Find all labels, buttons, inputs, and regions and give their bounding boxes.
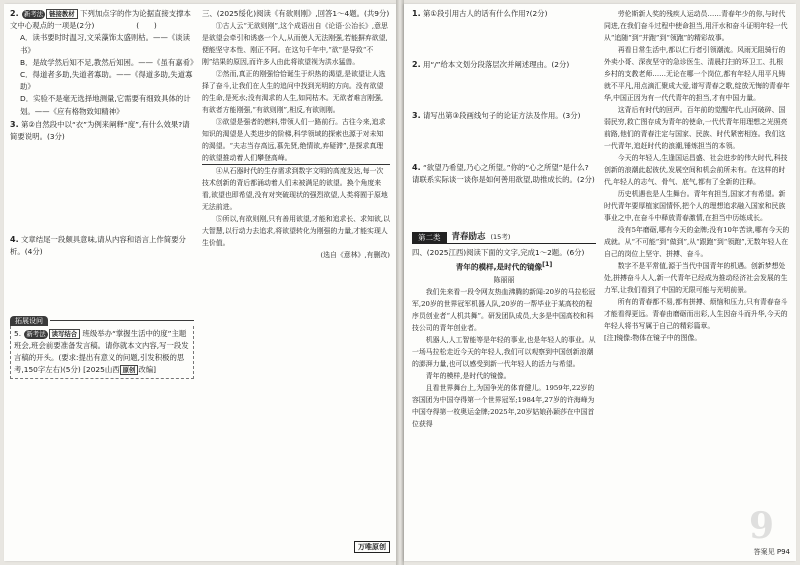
brand-logo: 万唯原创 <box>354 541 390 553</box>
new-method-tag: 新考法 <box>26 329 46 338</box>
article-title <box>412 259 596 274</box>
paragraph-10: 没有5年磨砺,哪有今天的金牌;没有10年苦读,哪有今天的成就。从“不可能”到“做到”,从“跟跑”到“领跑”,无数年轻人在自己的岗位上坚守、拼搏、奋斗。 <box>604 226 790 258</box>
question-text: “欲望乃希望,乃心之所望。”你的“心之所望”是什么?请联系实际谈一谈你是如何善用欲望,助推成长的。(2分) <box>412 162 595 184</box>
paragraph-8: 今天的年轻人,生逢国运昌盛、社会进步的伟大时代,科技创新的浪潮此起彼伏,发展空间和机会前所未有。在这样的时代,年轻人的志气、骨气、底气,都有了全新的注释。 <box>604 154 788 186</box>
paragraph-2: ②然而,真正的刚强恰恰诞生于炽热的渴望,是欲望让人选择了奋斗,让我们在人生的追问中找到光明的方向。没有欲望的生命,是死水;没有渴求的人生,如同枯木。无欲者难言刚强,有欲者方能刚强,“有欲则刚”,相反,有欲则刚。 <box>202 70 386 115</box>
answer-space[interactable] <box>412 72 596 110</box>
right-page <box>404 4 796 561</box>
paragraph-11: 数字不是平常值,源于当代中国青年的机遇。创新梦想处处,拼搏奋斗人人,新一代青年已经成为推动经济社会发展的生力军,让我们看到了中国的无限可能与光明前景。 <box>604 262 788 294</box>
question-number: 1. <box>412 9 421 18</box>
question-4 <box>10 234 194 258</box>
footnote-marker: [1] <box>542 261 553 269</box>
question-number: 3. <box>10 119 19 129</box>
paragraph-7: 这背后有时代的回声。百年前的觉醒年代,山河破碎、国弱民穷,救亡图存成为青年的使命,一代代青年用理想之光照亮前路,他们的青春注定与国家、民族、时代紧密相连。我们这一代青年,追赶时代的浪潮,锤炼担当的本领。 <box>604 106 788 150</box>
paragraph-1: ①古人云“无欲则刚”,这个成语出自《论语·公冶长》,意思是欲望会牵引和诱惑一个人,从而使人无法刚强,若能摒弃欲望,便能坚守本性、刚正不阿。在这句千年中,“欲”是导致“不刚”结果的原因,而许多人由此将欲望视为洪水猛兽。 <box>202 22 388 67</box>
option-d: D．实验不是毫无选择地测量,它需要有细致具体的计划。——《应有格物致知精神》 <box>20 94 191 116</box>
answer-space[interactable] <box>10 196 194 234</box>
question-2 <box>10 8 198 118</box>
question-number: 2. <box>10 9 19 18</box>
section-title: 青春励志 <box>451 232 486 243</box>
question-4 <box>412 162 596 186</box>
paragraph-6: 再看日常生活中,都以仁行者引领潮流。风雨无阻骑行的外卖小哥、深夜坚守的急诊医生、清晨打扫的环卫工、扎根乡村的支教老师……无论在哪一个岗位,都有年轻人用平凡铸就不平凡,用点滴汇聚成大爱,谱写青春之歌,绽放无悔的青春年华,中国正因为有一代代青年的担当,才有中国力量。 <box>604 46 790 102</box>
source-start: [2025山西 <box>83 365 120 375</box>
answer-reference: 答案见 P94 <box>753 548 790 556</box>
extension-content <box>10 326 194 380</box>
page-fold <box>396 0 404 565</box>
right-column-questions <box>412 8 596 430</box>
section-count: (15考) <box>490 233 511 242</box>
answer-paren: ( ) <box>136 21 157 31</box>
question-stem-a: 下列加点字的 <box>80 9 125 18</box>
question-number: 2. <box>412 60 421 70</box>
article-author: 陈丽丽 <box>493 276 515 285</box>
reading-heading: 四、(2025江西)阅读下面的文字,完成1～2题。(6分) <box>412 248 585 258</box>
article-source: (选自《意林》,有删改) <box>320 251 390 260</box>
reading-heading: 三、(2025绥化)阅读《有欲则刚》,回答1～4题。(共9分) <box>202 9 390 18</box>
question-text: 班级举办“掌握生活中的度”主题班会,班会前要准备发言稿。请你就本文内容,写一段发言稿的开头。(要求:提出有意义的问题,引发积极的思考,150字左右)(5分) <box>14 328 189 375</box>
paragraph-2: 机器人,人工智能等是年轻的事业,也是年轻人的事业。从一场马拉松走近今天的年轻人,我们可以观察到中国创新浪潮的澎湃力量,也可以感受到新一代年轻人的活力与希望。 <box>412 336 596 369</box>
question-text: 用“/”给本文划分段落层次并阐述理由。(2分) <box>422 60 570 70</box>
section-header <box>412 231 596 244</box>
left-page <box>4 4 396 561</box>
original-tag: 原创 <box>120 365 139 375</box>
option-c: C．得道者多助,失道者寡助。——《得道多助,失道寡助》 <box>20 70 193 92</box>
extension-box <box>10 316 194 380</box>
answer-space[interactable] <box>412 187 596 225</box>
question-number: 3. <box>412 111 421 121</box>
article-title-text: 青年的模样,是时代的镜像 <box>455 262 543 272</box>
question-stem-b: 作为论据直接支撑本文中心观点的一项是(2分) <box>10 9 191 31</box>
answer-space[interactable] <box>412 21 596 59</box>
question-text: 请写出第③段画线句子的论证方法及作用。(3分) <box>422 111 581 121</box>
question-text: 第①段引用古人的话有什么作用?(2分) <box>422 9 548 18</box>
answer-space[interactable] <box>10 144 194 196</box>
right-column-reading <box>604 8 790 344</box>
paragraph-9: 历史机遇也是人生舞台。青年有担当,国家才有希望。新时代青年要厚植家国情怀,把个人的理想追求融入国家和民族事业之中,在奋斗中释放青春激情,在担当中历练成长。 <box>604 190 786 222</box>
paragraph-3: ③欲望是强者的燃料,带领人们一路前行。古往今来,追求知识的渴望是人类进步的阶梯,科学领域的探索也源于对未知的渴望。“夫志当存高远,慕先贤,绝情欲,弃疑滞”,是探求真理的欲望推动着人们攀登高峰。 <box>202 116 390 165</box>
new-method-tag: 新考法 <box>23 10 44 18</box>
extension-header <box>10 316 194 326</box>
question-number: 5. <box>14 328 22 338</box>
question-number: 4. <box>412 162 421 172</box>
footnote: [注]镜像:物体在镜子中的图像。 <box>604 334 702 342</box>
question-3 <box>412 110 596 122</box>
paragraph-5: 劳伦斯新人奖的残疾人运动员……青春年少的你,与时代同进,在我们奋斗过程中使命担当,用汗水和奋斗证明年轻一代从“追随”到“并跑”到“领跑”的精彩故事。 <box>604 10 788 42</box>
paragraph-4: 且看世界舞台上,为国争光的体育健儿。1959年,22岁的容国团为中国夺得第一个世界冠军;1984年,27岁的许海峰为中国夺得第一枚奥运金牌;2025年,20岁姑娘孙颖莎在中国首位获得 <box>412 384 595 429</box>
paragraph-1: 我们先来看一段令网友热血沸腾的新闻:20岁的马拉松冠军,20岁的世界冠军机器人队,20岁的一帮毕业于某高校的程序员创业者“人机共舞”。研发团队成员,大多是中国高校和科技公司的青年创业者。 <box>412 288 596 333</box>
question-text: 第②自然段中以“衣”为例来阐释“度”,有什么效果?请简要说明。(3分) <box>10 119 190 142</box>
paragraph-12: 所有的青春都不易,都有拼搏、烦恼和压力,只有青春奋斗才能看得更远。青春由磨砺而出彩,人生因奋斗而升华,今天的年轻人将书写属于自己的精彩篇章。 <box>604 298 788 330</box>
answer-space[interactable] <box>412 124 596 162</box>
paragraph-5: ⑤所以,有欲则刚,只有善用欲望,才能和追求长、求知欲,以大智慧,以行动力去追求,将欲望转化为刚强的力量,才能实现人生价值。 <box>202 215 390 248</box>
source-end: 改编] <box>138 365 157 375</box>
read-write-tag: 读写结合 <box>49 329 81 339</box>
paragraph-3: 青年的模样,是时代的镜像。 <box>425 372 511 381</box>
divider <box>50 320 194 321</box>
question-text: 文章结尾一段颇具意味,请从内容和语言上作简要分析。(4分) <box>10 235 186 257</box>
option-b: B．是故学然后知不足,教然后知困。——《虽有嘉肴》 <box>20 57 198 67</box>
left-column-questions <box>10 8 198 379</box>
question-1 <box>412 8 596 20</box>
paragraph-4: ④从石器时代的生存需求到数字文明的高度发达,每一次技术创新的背后都涌动着人们未被满足的欲望。换个角度来看,欲望也即希望,没有对突破现状的强烈欲望,人类将囿于原地无法前进。 <box>202 167 388 212</box>
page-watermark: 9 <box>748 505 774 547</box>
textbook-link-tag: 链接教材 <box>46 9 78 19</box>
question-number: 4. <box>10 235 19 245</box>
option-a: A．读书要时时温习,文采藻饰太盛则枯。——《谈读书》 <box>20 33 191 55</box>
question-3 <box>10 119 194 143</box>
answer-space[interactable] <box>10 260 194 312</box>
section-number: 第二类 <box>412 232 447 243</box>
question-2 <box>412 59 596 71</box>
left-column-reading <box>202 8 390 261</box>
extension-label: 拓展设问 <box>10 316 48 326</box>
